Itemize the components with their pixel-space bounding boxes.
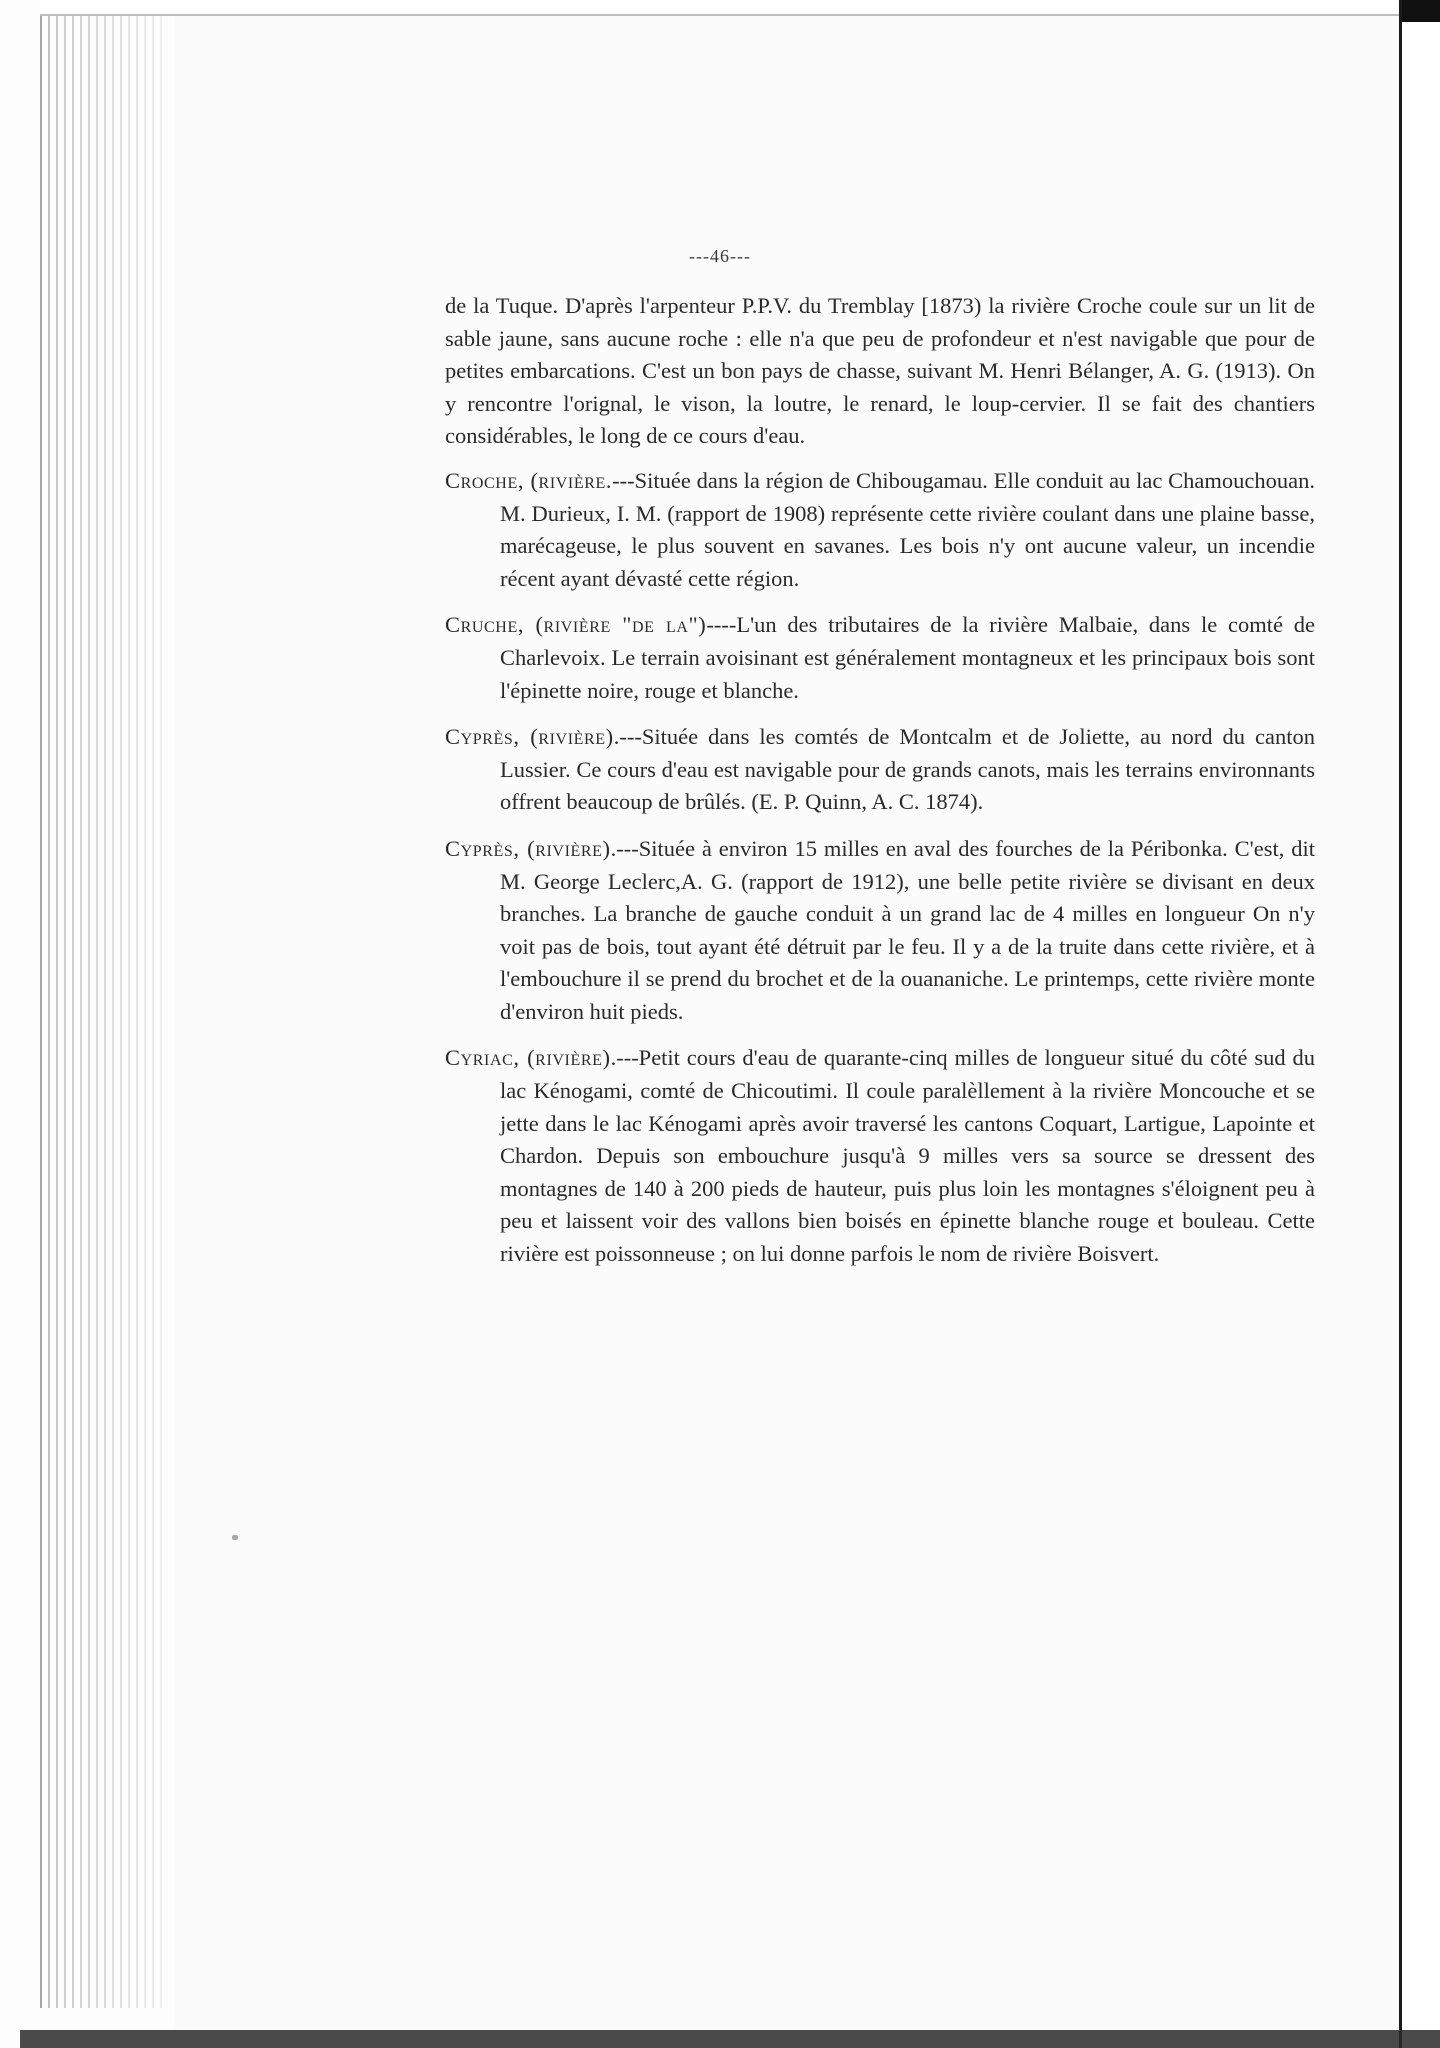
page-edge-line: [80, 10, 82, 2008]
page-edge-line: [88, 10, 90, 2008]
scan-speck: [232, 1535, 238, 1540]
entry-riviere-cypres-1: [445, 721, 1315, 819]
page-edge-line: [96, 10, 98, 2008]
paragraph-continued: [445, 290, 1315, 453]
page-edge-line: [112, 10, 114, 2008]
book-edge: [0, 0, 175, 2048]
entry-heading: Cyprès, (rivière): [445, 724, 614, 750]
page-edge-line: [120, 10, 122, 2008]
entry-riviere-cruche: [445, 609, 1315, 707]
page-edge-line: [48, 10, 50, 2008]
entry-text: .---Petit cours d'eau de quarante-cinq milles de longueur situé du côté sud du lac Kénogami, comté de Chicoutimi. Il coule paralèllement à la rivière Moncouche et se jette dans le lac Kénogami après avoir traversé les cantons Coquart, Lartigue, Lapointe et Chardon. Depuis son embouchure jusqu'à 9 milles vers sa source se dressent des montagnes de 140 à 200 pieds de hauteur, puis plus loin les montagnes s'éloignent peu à peu et laissent voir des vallons bien boisés en épinette blanche rouge et bouleau. Cette rivière est poissonneuse ; on lui donne parfois le nom de rivière Boisvert.: [500, 1045, 1316, 1267]
entry-heading: Croche, (rivière.: [445, 467, 613, 493]
page-edge-line: [104, 10, 106, 2008]
page-edge-line: [144, 10, 146, 2008]
scan-bottom-border: [20, 2030, 1440, 2048]
entry-text: ---Située dans la région de Chibougamau. Elle conduit au lac Chamouchouan. M. Durieux, I. M. (rapport de 1908) représente cette rivière coulant dans une plaine basse, marécageuse, le plus souvent en savanes. Les bois n'y ont aucune valeur, un incendie récent ayant dévasté cette région.: [500, 467, 1315, 591]
page-edge-line: [128, 10, 130, 2008]
scan-corner-mark: [1402, 0, 1440, 22]
entry-riviere-croche: [445, 465, 1315, 595]
page-edge-line: [56, 10, 58, 2008]
page-edge-line: [64, 10, 66, 2008]
entry-heading: Cruche, (rivière "de la"): [445, 612, 707, 638]
entry-text: .---Située dans les comtés de Montcalm et de Joliette, au nord du canton Lussier. Ce cours d'eau est navigable pour de grands canots, mais les terrains environnants offrent beaucoup de brûlés. (E. P. Quinn, A. C. 1874).: [500, 724, 1315, 815]
entry-riviere-cypres-2: [445, 833, 1315, 1029]
entry-riviere-cyriac: [445, 1042, 1315, 1270]
scan-top-border: [40, 0, 1440, 16]
entry-heading: Cyprès, (rivière): [445, 835, 611, 861]
page-edge-line: [160, 10, 162, 2008]
page-edge-line: [136, 10, 138, 2008]
page-edge-line: [72, 10, 74, 2008]
paragraph-text: de la Tuque. D'après l'arpenteur P.P.V. du Tremblay [1873) la rivière Croche coule sur un lit de sable jaune, sans aucune roche : elle n'a que peu de profondeur et n'est navigable que pour de petites embarcations. C'est un bon pays de chasse, suivant M. Henri Bélanger, A. G. (1913). On y rencontre l'orignal, le vison, la loutre, le renard, le loup-cervier. Il se fait des chantiers considérables, le long de ce cours d'eau.: [445, 293, 1315, 449]
page-body: [445, 290, 1315, 1285]
scan-right-border: [1399, 0, 1440, 2048]
entry-heading: Cyriac, (rivière): [445, 1045, 611, 1071]
entry-text: ----L'un des tributaires de la rivière Malbaie, dans le comté de Charlevoix. Le terrain avoisinant est généralement montagneux et les principaux bois sont l'épinette noire, rouge et blanche.: [500, 612, 1315, 703]
page-edge-line: [40, 10, 42, 2008]
page-number: ---46---: [689, 246, 751, 266]
page-edge-line: [152, 10, 154, 2008]
entry-text: .---Située à environ 15 milles en aval des fourches de la Péribonka. C'est, dit M. George Leclerc,A. G. (rapport de 1912), une belle petite rivière se divisant en deux branches. La branche de gauche conduit à un grand lac de 4 milles en longueur On n'y voit pas de bois, tout ayant été détruit par le feu. Il y a de la truite dans cette rivière, et à l'embouchure il se prend du brochet et de la ouananiche. Le printemps, cette rivière monte d'environ huit pieds.: [500, 835, 1315, 1024]
